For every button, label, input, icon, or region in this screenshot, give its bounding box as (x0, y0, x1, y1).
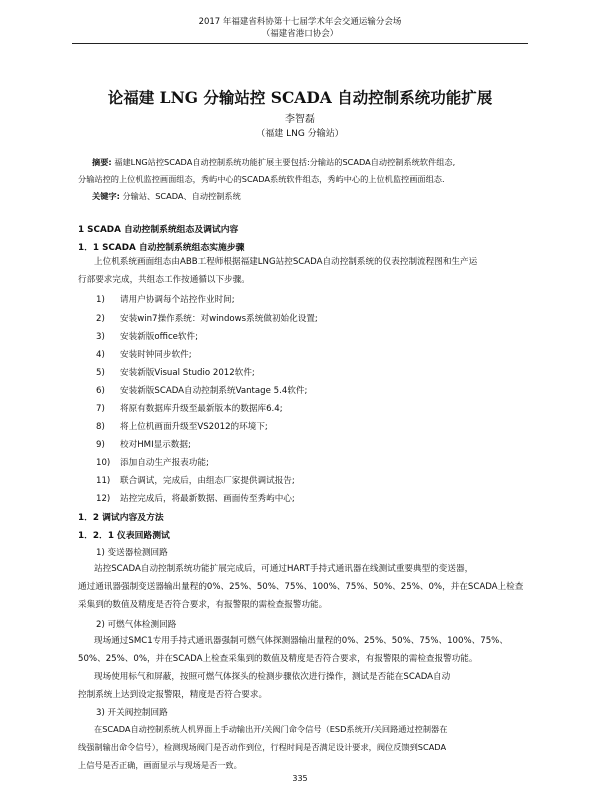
list-item-number: 8) (96, 422, 105, 432)
gas-line-3: 现场使用标气和屏蔽，按照可燃气体探头的检测步骤依次进行操作，测试是否能在SCADA自动 (94, 672, 451, 682)
list-item-text: 联合调试，完成后，由组态厂家提供调试报告; (120, 476, 295, 486)
abstract-label: 摘要: (92, 157, 112, 167)
list-item-number: 6) (96, 386, 105, 396)
transmitter-line-1: 站控SCADA自动控制系统功能扩展完成后，可通过HART手持式通讯器在线测试重要典型的变送器， (94, 564, 474, 574)
paper-author: 李智磊 (285, 114, 315, 125)
list-item-text: 请用户协调每个站控作业时间; (120, 295, 235, 305)
list-item-text: 安装win7操作系统：对windows系统做初始化设置; (120, 314, 318, 324)
list-item (96, 330, 198, 342)
list-item (96, 438, 191, 450)
section-heading-1-2-1: 1．2．1 仪表回路测试 (78, 531, 170, 541)
section-heading-1: 1 SCADA 自动控制系统组态及调试内容 (78, 225, 239, 235)
gas-line-4: 控制系统上达到设定报警限，精度是否符合要求。 (78, 690, 268, 700)
list-item-text: 安装时钟同步软件; (120, 350, 192, 360)
transmitter-line-2: 通过通讯器强制变送器输出量程的0%、25%、50%、75%、100%、75%、50%、25%、0%，并在SCADA上检查 (78, 582, 524, 592)
paragraph-1-1-line-1: 上位机系统画面组态由ABB工程师根据福建LNG站控SCADA自动控制系统的仪表控制流程图和生产运 (94, 257, 478, 267)
list-item-text: 将原有数据库升级至最新版本的数据库6.4; (120, 404, 283, 414)
valve-control-line-3: 上信号是否正确，画面显示与现场是否一致。 (78, 760, 242, 770)
section-heading-1-1: 1．1 SCADA 自动控制系统组态实施步骤 (78, 243, 245, 253)
list-item (96, 492, 295, 504)
list-item-text: 站控完成后，将最新数据、画面传至秀屿中心; (120, 494, 295, 504)
keywords-text: 分输站、SCADA、自动控制系统 (122, 191, 241, 201)
list-item (96, 420, 268, 432)
list-item-number: 9) (96, 440, 105, 450)
list-item (96, 293, 235, 305)
list-item-text: 安装新版SCADA自动控制系统Vantage 5.4软件; (120, 386, 308, 396)
list-item-number: 10) (96, 458, 111, 468)
list-item (96, 366, 255, 378)
gas-line-2: 50%、25%、0%，并在SCADA上检查采集到的数值及精度是否符合要求，有报警限的需检查报警功能。 (78, 654, 478, 664)
section-heading-1-2: 1．2 调试内容及方法 (78, 513, 164, 523)
list-item-text: 安装新版office软件; (120, 332, 199, 342)
list-item (96, 348, 192, 360)
gas-line-1: 现场通过SMC1专用手持式通讯器强制可燃气体探测器输出量程的0%、25%、50%、75%、100%、75%、 (94, 636, 508, 646)
header-divider (72, 43, 528, 44)
list-item-text: 校对HMI显示数据; (120, 440, 191, 450)
list-item (96, 456, 209, 468)
list-item-text: 安装新版Visual Studio 2012软件; (120, 368, 255, 378)
paragraph-1-1-line-2: 行部要求完成，共组态工作按通循以下步骤。 (78, 275, 250, 285)
list-item-number: 1) (96, 295, 105, 305)
abstract-line-1 (78, 154, 558, 171)
running-header-line1: 2017 年福建省科协第十七届学术年会交通运输分会场 (198, 17, 402, 27)
list-item-text: 添加自动生产报表功能; (120, 458, 209, 468)
keywords-line (78, 188, 558, 205)
list-item (96, 312, 318, 324)
transmitter-line-3: 采集到的数值及精度是否符合要求，有报警限的需检查报警功能。 (78, 600, 328, 610)
subsection-valve-control: 3) 开关阀控制回路 (96, 708, 168, 718)
keywords-label: 关键字: (92, 191, 120, 201)
list-item-number: 7) (96, 404, 105, 414)
list-item-number: 11) (96, 476, 111, 486)
valve-control-line-2: 线强制输出命令信号），检测现场阀门是否动作到位，行程时间是否满足设计要求，阀位反馈到SCADA (78, 742, 447, 752)
valve-control-line-1: 在SCADA自动控制系统人机界面上手动输出开/关阀门命令信号（ESD系统开/关回路通过控制器在 (94, 724, 448, 734)
paper-title: 论福建 LNG 分输站控 SCADA 自动控制系统功能扩展 (107, 88, 493, 107)
list-item-number: 2) (96, 314, 105, 324)
list-item (96, 474, 295, 486)
abstract (78, 154, 558, 205)
list-item-text: 将上位机画面升级至VS2012的环境下; (120, 422, 268, 432)
running-header-line2: （福建省港口协会） (261, 29, 339, 39)
subsection-gas-detection: 2) 可燃气体检测回路 (96, 620, 177, 630)
abstract-line-2: 分输站控的上位机监控画面组态，秀屿中心的SCADA系统软件组态，秀屿中心的上位机监控画面组态. (78, 174, 445, 184)
subsection-transmitter: 1) 变送器检测回路 (96, 548, 168, 558)
list-item-number: 5) (96, 368, 105, 378)
abstract-text-1: 福建LNG站控SCADA自动控制系统功能扩展主要包括:分输站的SCADA自动控制系统软件组态, (114, 157, 456, 167)
list-item (96, 384, 307, 396)
list-item-number: 4) (96, 350, 105, 360)
page-number: 335 (292, 774, 308, 783)
paper-affiliation: （福建 LNG 分输站） (256, 129, 344, 139)
list-item (96, 402, 283, 414)
list-item-number: 3) (96, 332, 105, 342)
list-item-number: 12) (96, 494, 111, 504)
